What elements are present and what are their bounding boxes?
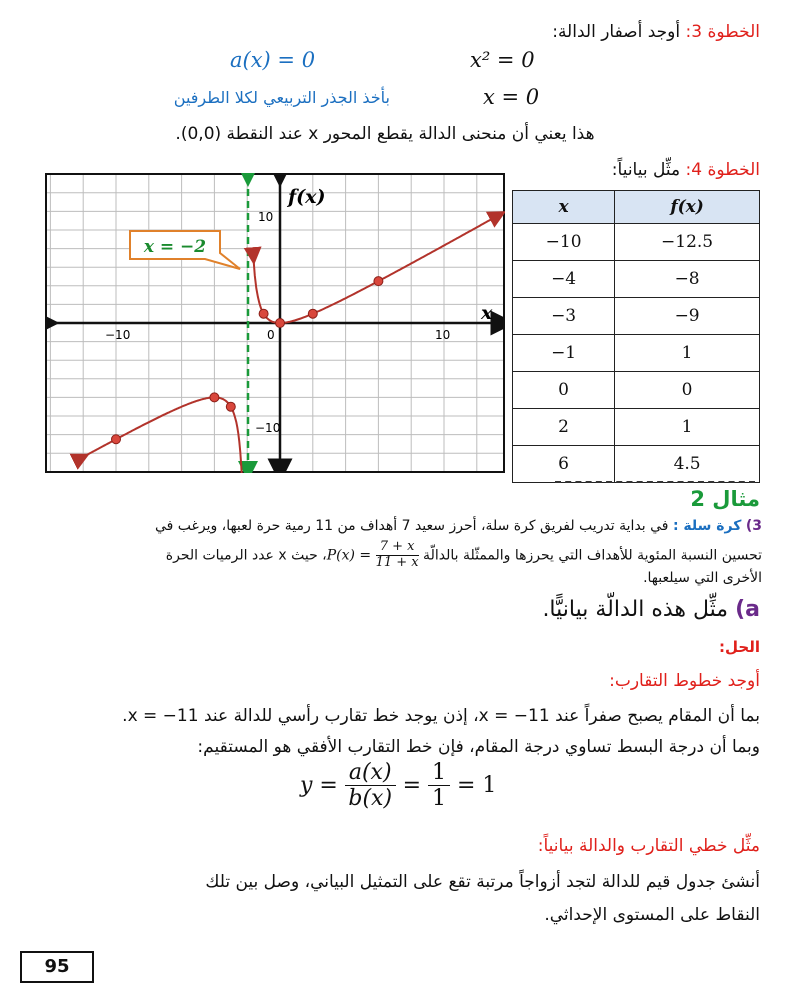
table-header-row xyxy=(513,191,760,224)
step3-label: الخطوة 3: xyxy=(685,22,760,42)
table-row xyxy=(513,372,760,409)
asymptote-line1: بما أن المقام يصبح صفراً عند x = −11، إذن يوجد خط تقارب رأسي للدالة عند x = −11. xyxy=(122,706,760,726)
table-row xyxy=(513,224,760,261)
asymptote-line2: وبما أن درجة البسط تساوي درجة المقام، فإن خط التقارب الأفقي هو المستقيم: xyxy=(197,737,760,757)
step3-conclusion: هذا يعني أن منحنى الدالة يقطع المحور x عند النقطة (0,0). xyxy=(175,124,595,144)
page-number: 95 xyxy=(20,951,94,983)
graph-line1: أنشئ جدول قيم للدالة لتجد أزواجاً مرتبة تقع على التمثيل البياني، وصل بين تلك xyxy=(205,872,760,892)
function-fraction xyxy=(376,540,419,571)
data-point xyxy=(276,319,285,328)
part-a-letter: a) xyxy=(735,597,760,622)
fraction-1-numerator: a(x) xyxy=(345,760,396,786)
problem-function xyxy=(327,540,419,571)
problem-line2b: ، حيث x عدد الرميات الحرة xyxy=(165,547,327,564)
eq2-right: x = 0 xyxy=(483,85,540,109)
part-a xyxy=(40,597,760,622)
header-x: x xyxy=(513,191,615,224)
graph-line2: النقاط على المستوى الإحداثي. xyxy=(544,905,760,925)
equation-fraction-1 xyxy=(345,760,396,812)
cell-fx: 1 xyxy=(615,335,760,372)
step4-label: الخطوة 4: xyxy=(685,160,760,180)
step4-text: مثِّل بيانياً: xyxy=(611,160,686,180)
asymptote-heading: أوجد خطوط التقارب: xyxy=(609,671,760,691)
tick-origin: 0 xyxy=(267,328,275,342)
function-denominator: 11 + x xyxy=(375,554,419,570)
horizontal-asymptote-equation: y = $\frac{a(x)}{b(x)}$ = $\frac{1}{1}$ = 1 xyxy=(300,760,497,812)
tick-top: 10 xyxy=(258,210,274,224)
data-point xyxy=(112,435,121,444)
cell-fx: −8 xyxy=(615,261,760,298)
cell-x: −10 xyxy=(513,224,615,261)
example-line1 xyxy=(40,518,762,534)
section-divider xyxy=(555,481,755,483)
table-row xyxy=(513,261,760,298)
fraction-2-numerator: 1 xyxy=(428,760,450,786)
part-a-text: مثِّل هذه الدالّة بيانيًّا. xyxy=(542,597,736,622)
problem-line1: في بداية تدريب لفريق كرة سلة، أحرز سعيد 7 أهداف من 11 رمية حرة لعبها، ويرغب في xyxy=(154,518,673,534)
data-point xyxy=(308,309,317,318)
step3-text: أوجد أصفار الدالة: xyxy=(552,22,686,42)
cell-x: 6 xyxy=(513,446,615,483)
header-fx: f(x) xyxy=(615,191,760,224)
table-row xyxy=(513,409,760,446)
table-row xyxy=(513,298,760,335)
cell-x: −4 xyxy=(513,261,615,298)
step3-heading xyxy=(40,22,760,42)
cell-fx: 1 xyxy=(615,409,760,446)
equation-lhs: y = xyxy=(300,772,338,798)
cell-x: −3 xyxy=(513,298,615,335)
cell-x: 0 xyxy=(513,372,615,409)
function-numerator: 7 + x xyxy=(376,540,419,556)
problem-keyword: كرة سلة : xyxy=(672,518,742,534)
data-point xyxy=(226,402,235,411)
tick-right: 10 xyxy=(435,328,451,342)
cell-fx: 0 xyxy=(615,372,760,409)
function-lhs: P(x) = xyxy=(326,547,372,564)
cell-fx: 4.5 xyxy=(615,446,760,483)
data-point xyxy=(259,309,268,318)
cell-x: 2 xyxy=(513,409,615,446)
asymptote-label: x = −2 xyxy=(143,237,207,257)
function-graph xyxy=(45,173,505,473)
eq1-right: x² = 0 xyxy=(470,48,535,72)
cell-x: −1 xyxy=(513,335,615,372)
example-title: مثال 2 xyxy=(690,487,760,511)
tick-bottom: −10 xyxy=(255,421,281,435)
table-row xyxy=(513,446,760,483)
fraction-1-denominator: b(x) xyxy=(348,786,393,812)
problem-number: 3) xyxy=(745,518,762,534)
eq1-left: a(x) = 0 xyxy=(230,48,316,72)
cell-fx: −12.5 xyxy=(615,224,760,261)
equation-rhs: = 1 xyxy=(457,772,497,798)
table-row xyxy=(513,335,760,372)
problem-line2a: تحسين النسبة المئوية للأهداف التي يحرزها والممثّلة بالدالّة xyxy=(418,547,762,564)
values-table xyxy=(512,190,760,483)
tick-left: −10 xyxy=(105,328,131,342)
solution-label: الحل: xyxy=(719,638,760,656)
example-line2 xyxy=(40,540,762,571)
data-point xyxy=(210,393,219,402)
graph-heading: مثِّل خطي التقارب والدالة بيانياً: xyxy=(537,836,760,856)
fraction-2-denominator: 1 xyxy=(432,786,446,812)
x-axis-label: x xyxy=(481,302,493,324)
eq2-note: بأخذ الجذر التربيعي لكلا الطرفين xyxy=(173,88,390,107)
equation-fraction-2 xyxy=(428,760,450,812)
data-point xyxy=(374,277,383,286)
problem-line3: الأخرى التي سيلعبها. xyxy=(643,570,762,586)
y-axis-label: f(x) xyxy=(288,186,326,208)
cell-fx: −9 xyxy=(615,298,760,335)
